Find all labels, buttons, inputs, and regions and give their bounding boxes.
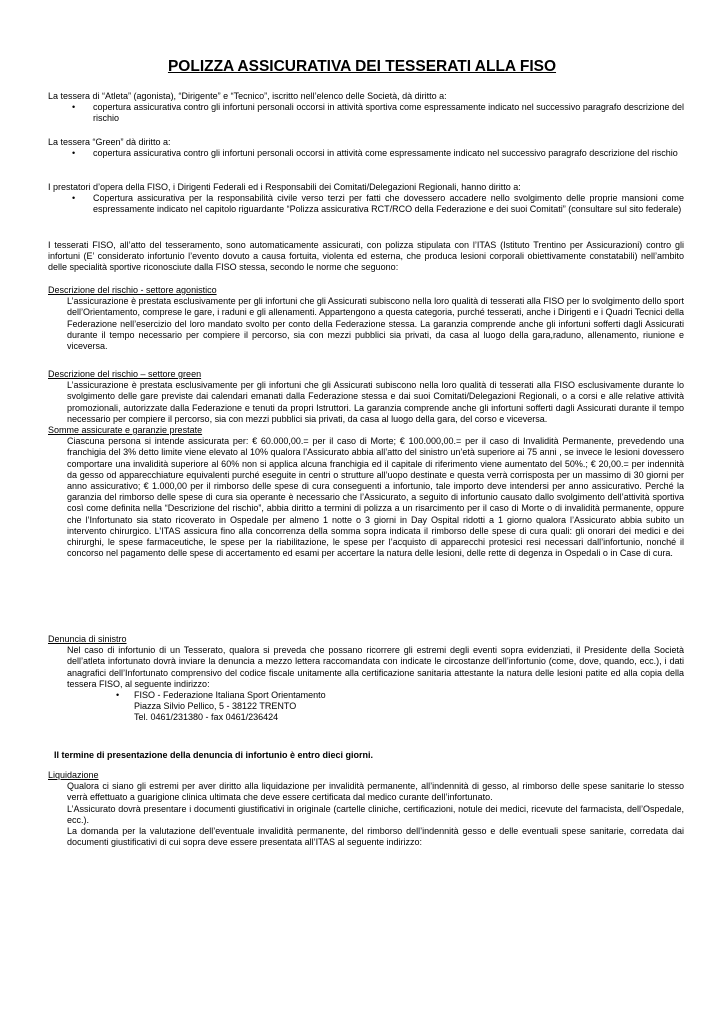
liquidazione-p3: La domanda per la valutazione dell’eventuale invalidità permanente, del rimborso dell’indennità gesso e delle eventuali spese sanitarie, corredata dai documenti giustificativi di cui sopra deve essere presentata all’ITAS al seguente indirizzo: — [67, 826, 684, 848]
atleta-bullet — [48, 102, 684, 124]
termine-text: Il termine di presentazione della denuncia di infortunio è entro dieci giorni. — [54, 750, 374, 760]
rischio-green-heading: Descrizione del rischio – settore green — [48, 369, 202, 379]
bullet-icon: • — [72, 148, 76, 159]
denuncia-text: Nel caso di infortunio di un Tesserato, qualora si preveda che possano ricorrere gli estremi degli eventi sopra evidenziati, il Presidente della Società dell’atleta infortunato dovrà inviare la denuncia a mezzo lettera raccomandata con indicate le circostanze dell’infortunio (come, dove, quando, ecc.), i dati anagrafici dell’Infortunato comprensivo del codice fiscale unitamente alla certificazione sanitaria attestante la natura delle lesioni patite ed alla copia della tessera FISO, al seguente indirizzo: — [67, 645, 684, 689]
liquidazione-section — [48, 770, 684, 848]
prestatori-intro: I prestatori d’opera della FISO, i Dirigenti Federali ed i Responsabili dei Comitati/Delegazioni Regionali, hanno diritto a: — [48, 182, 521, 192]
somme-text: Ciascuna persona si intende assicurata per: € 60.000,00.= per il caso di Morte; € 100.000,00.= per il caso di Invalidità Permanente, prevedendo una franchigia del 3% detto limite viene elevato al 10% qualora l’Assicurato abbia all’atto del sinistro un’età superiore ai 75 anni , se invece le lesioni dovessero comportare una invalidità superiore al 60% non si applica alcuna franchigia ed il capitale di riferimento viene aumentato del 50%.; € 20,00.= per indennità da gesso od apparecchiature equivalenti purché eseguite in centri o strutture all’uopo destinate e questa verrà corrisposta per un massimo di 30 giorni per anno assicurativo; € 1.000,00 per il rimborso delle spese di cura conseguenti a infortunio, tale importo deve intendersi per anno assicurativo. Perché la garanzia del rimborso delle spese di cura sia operante è necessario che l’Assicurato, a seguito di infortunio causato dallo svolgimento dell’attività sportiva così come definita nella “Descrizione del rischio”, abbia diritto a termini di polizza a un risarcimento per il caso di Morte o di invalidità permanente, oppure che l’Infortunato sia stato ricoverato in Ospedale per almeno 1 notte o 3 giorni in Day Ospital ridotti a 1 giorno qualora l’Assicurato abbia subito un intervento chirurgico. L’ITAS assicura fino alla concorrenza della somma sopra indicata il rimborso delle spese di cura quali: gli onorari dei medici e dei chirurghi, le spese farmaceutiche, le spese per la riabilitazione, le spese per l’acquisto di apparecchi protesici resi necessari dall’infortunio, nonché il concorso nel pagamento delle spese di accertamento ed esami per accertare la natura delle lesioni, delle rette di degenza in Ospedali o in Case di cura. — [67, 436, 684, 559]
liquidazione-p1: Qualora ci siano gli estremi per aver diritto alla liquidazione per invalidità permanente, all’indennità di gesso, al rimborso delle spese sanitarie lo stesso verrà effettuato a guarigione clinica ultimata che deve essere certificata dal medico curante dell’infortunato. — [67, 781, 684, 803]
bullet-icon: • — [116, 690, 120, 701]
liquidazione-p2: L’Assicurato dovrà presentare i documenti giustificativi in originale (cartelle cliniche, certificazioni, notule dei medici, ricevute del farmacista, dell’Ospedale, ecc.). — [67, 803, 684, 825]
liquidazione-heading: Liquidazione — [48, 770, 99, 780]
prestatori-bullet — [48, 193, 684, 215]
prestatori-bullet-text: Copertura assicurativa per la responsabilità civile verso terzi per fatti che dovessero accadere nello svolgimento delle proprie mansioni come espressamente indicato nel capitolo riguardante “Polizza assicurativa RCT/RCO della Federazione e dei suoi Comitati” (consultare sul sito federale) — [93, 193, 684, 215]
bullet-icon: • — [72, 193, 76, 204]
tesserati-text: I tesserati FISO, all’atto del tesseramento, sono automaticamente assicurati, con polizza stipulata con l’ITAS (Istituto Trentino per Assicurazioni) contro gli infortuni (E’ considerato infortunio l’evento dovuto a causa fortuita, violenta ed esterna, che produca lesioni corporali obiettivamente constatabili) nell’ambito delle specialità sportive riconosciute dalla FISO stessa, secondo le norme che seguono: — [48, 240, 684, 273]
address-block — [48, 690, 684, 724]
green-bullet — [48, 148, 684, 159]
tesserati-section — [48, 240, 684, 274]
green-intro: La tessera “Green” dà diritto a: — [48, 137, 171, 147]
atleta-bullet-text: copertura assicurativa contro gli infortuni personali occorsi in attività sportiva come espressamente indicato nel successivo paragrafo descrizione del rischio — [93, 102, 684, 124]
denuncia-heading: Denuncia di sinistro — [48, 634, 127, 644]
address-line: Piazza Silvio Pellico, 5 - 38122 TRENTO — [134, 701, 297, 712]
rischio-green-section — [48, 369, 684, 425]
green-bullet-text: copertura assicurativa contro gli infortuni personali occorsi in attività come espressamente indicato nel successivo paragrafo descrizione del rischio — [93, 148, 678, 159]
prestatori-section — [48, 182, 684, 216]
somme-section — [48, 425, 684, 559]
bullet-icon: • — [72, 102, 76, 113]
page-title: POLIZZA ASSICURATIVA DEI TESSERATI ALLA FISO — [167, 58, 557, 75]
rischio-agonistico-heading: Descrizione del rischio - settore agonistico — [48, 285, 217, 295]
denuncia-section — [48, 634, 684, 724]
atleta-intro: La tessera di “Atleta” (agonista), “Dirigente” e “Tecnico”, iscritto nell’elenco delle Società, dà diritto a: — [48, 91, 447, 101]
atleta-section — [48, 91, 684, 125]
termine-section — [54, 750, 690, 761]
address-line: Tel. 0461/231380 - fax 0461/236424 — [134, 712, 279, 723]
green-section — [48, 137, 684, 159]
somme-heading: Somme assicurate e garanzie prestate — [48, 425, 203, 435]
address-line: FISO - Federazione Italiana Sport Orientamento — [134, 690, 326, 701]
rischio-green-text: L’assicurazione è prestata esclusivamente per gli infortuni che gli Assicurati subiscono nella loro qualità di tesserati alla FISO esclusivamente durante lo svolgimento delle gare previste dai calendari emanati dalla Federazione stessa e dai suoi Comitati/Delegazioni Regionali, o a corsi e alle relative attività promozionali, autorizzate dalla Federazione e tenuti da propri Istruttori. La garanzia comprende anche gli infortuni sofferti dagli Assicurati durante il tempo necessario per compiere il percorso, sia con mezzi pubblici sia privati, da casa al luogo della gara, del corso e viceversa. — [67, 380, 684, 424]
rischio-agonistico-section — [48, 285, 684, 352]
rischio-agonistico-text: L’assicurazione è prestata esclusivamente per gli infortuni che gli Assicurati subiscono nella loro qualità di tesserati alla FISO per lo svolgimento dello sport dell’Orientamento, comprese le gare, i raduni e gli allenamenti. Appartengono a questa categoria, purché tesserati, anche i Dirigenti e i Quadri Tecnici della Federazione nell’esercizio del loro mandato svolto per conto della Federazione stessa. La garanzia comprende anche gli infortuni sofferti dagli Assicurati durante il tempo necessario per compiere il percorso, sia con mezzi pubblici sia privati, da casa al luogo della gara,raduno, allenamento, riunione e viceversa. — [67, 296, 684, 352]
